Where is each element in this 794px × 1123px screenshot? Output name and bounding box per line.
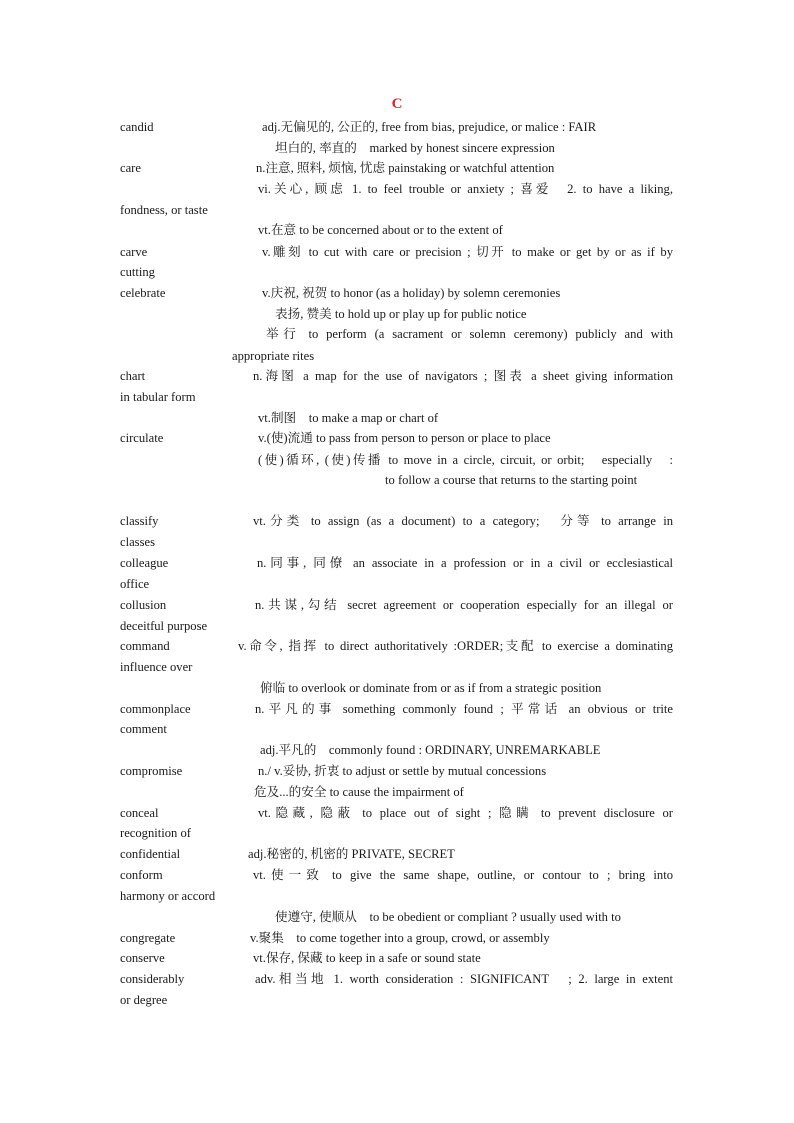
definition-continuation: comment (120, 722, 167, 736)
definition-line: v.庆祝, 祝贺 to honor (as a holiday) by solemn ceremonies (262, 286, 561, 300)
definition-continuation: deceitful purpose (120, 619, 208, 633)
definition-line: vt.隐藏, 隐蔽 to place out of sight ; 隐瞒 to prevent disclosure or (258, 806, 673, 820)
definition-continuation: vi.关心, 顾虑 1. to feel trouble or anxiety ; 喜爱 2. to have a liking, (258, 182, 673, 196)
definition-continuation: (使)循环, (使)传播 to move in a circle, circuit, or orbit; especially : (258, 453, 673, 467)
definition-line: n.同事, 同僚 an associate in a profession or in a civil or ecclesiastical (257, 556, 673, 570)
definition-continuation: or degree (120, 993, 168, 1007)
definition-line: n.平凡的事 something commonly found ; 平常话 an obvious or trite (255, 702, 673, 716)
definition-continuation: adj.平凡的 commonly found : ORDINARY, UNREMARKABLE (260, 743, 601, 757)
definition-continuation: appropriate rites (232, 349, 315, 363)
definition-line: v.命令, 指挥 to direct authoritatively :ORDER;支配 to exercise a dominating (238, 639, 673, 653)
definition-continuation: influence over (120, 660, 193, 674)
headword: commonplace (120, 702, 191, 716)
definition-line: vt.使一致 to give the same shape, outline, or contour to ; bring into (253, 868, 673, 882)
definition-continuation: 使遵守, 使顺从 to be obedient or compliant ? usually used with to (275, 910, 621, 924)
definition-continuation: harmony or accord (120, 889, 216, 903)
headword: classify (120, 514, 159, 528)
definition-line: n./ v.妥协, 折衷 to adjust or settle by mutual concessions (258, 764, 547, 778)
headword: considerably (120, 972, 185, 986)
headword: collusion (120, 598, 167, 612)
headword: celebrate (120, 286, 166, 300)
headword: colleague (120, 556, 169, 570)
headword: conserve (120, 951, 165, 965)
definition-line: adv.相当地 1. worth consideration : SIGNIFICANT ; 2. large in extent (255, 972, 673, 986)
definition-continuation: 举行 to perform (a sacrament or solemn ceremony) publicly and with (266, 327, 673, 341)
definition-line: n.共谋,勾结 secret agreement or cooperation especially for an illegal or (255, 598, 673, 612)
definition-continuation: classes (120, 535, 155, 549)
definition-continuation: office (120, 577, 150, 591)
definition-line: n.注意, 照料, 烦恼, 忧虑 painstaking or watchful attention (256, 161, 555, 175)
headword: conform (120, 868, 163, 882)
headword: congregate (120, 931, 176, 945)
section-heading: C (391, 96, 403, 112)
definition-continuation: recognition of (120, 826, 191, 840)
headword: candid (120, 120, 154, 134)
definition-line: v.聚集 to come together into a group, crowd, or assembly (250, 931, 550, 945)
definition-continuation: 表扬, 赞美 to hold up or play up for public notice (275, 307, 527, 321)
definition-continuation: cutting (120, 265, 155, 279)
definition-line: v.雕刻 to cut with care or precision ; 切开 to make or get by or as if by (262, 245, 673, 259)
definition-continuation: vt.制图 to make a map or chart of (258, 411, 439, 425)
headword: compromise (120, 764, 183, 778)
headword: carve (120, 245, 148, 259)
headword: circulate (120, 431, 164, 445)
definition-line: adj.秘密的, 机密的 PRIVATE, SECRET (248, 847, 455, 861)
definition-continuation: vt.在意 to be concerned about or to the extent of (258, 223, 503, 237)
definition-continuation: fondness, or taste (120, 203, 208, 217)
definition-line: vt.保存, 保藏 to keep in a safe or sound state (253, 951, 481, 965)
definition-continuation: in tabular form (120, 390, 196, 404)
definition-line: v.(使)流通 to pass from person to person or place to place (258, 431, 551, 445)
definition-continuation: to follow a course that returns to the starting point (385, 473, 638, 487)
definition-line: vt.分类 to assign (as a document) to a category; 分等 to arrange in (253, 514, 673, 528)
headword: command (120, 639, 170, 653)
definition-continuation: 危及...的安全 to cause the impairment of (254, 785, 464, 799)
definition-line: adj.无偏见的, 公正的, free from bias, prejudice, or malice : FAIR (262, 120, 597, 134)
headword: care (120, 161, 141, 175)
definition-continuation: 俯临 to overlook or dominate from or as if from a strategic position (260, 681, 602, 695)
headword: chart (120, 369, 146, 383)
definition-line: n.海图 a map for the use of navigators ; 图表 a sheet giving information (253, 369, 673, 383)
headword: conceal (120, 806, 159, 820)
definition-continuation: 坦白的, 率直的 marked by honest sincere expression (275, 141, 555, 155)
headword: confidential (120, 847, 181, 861)
